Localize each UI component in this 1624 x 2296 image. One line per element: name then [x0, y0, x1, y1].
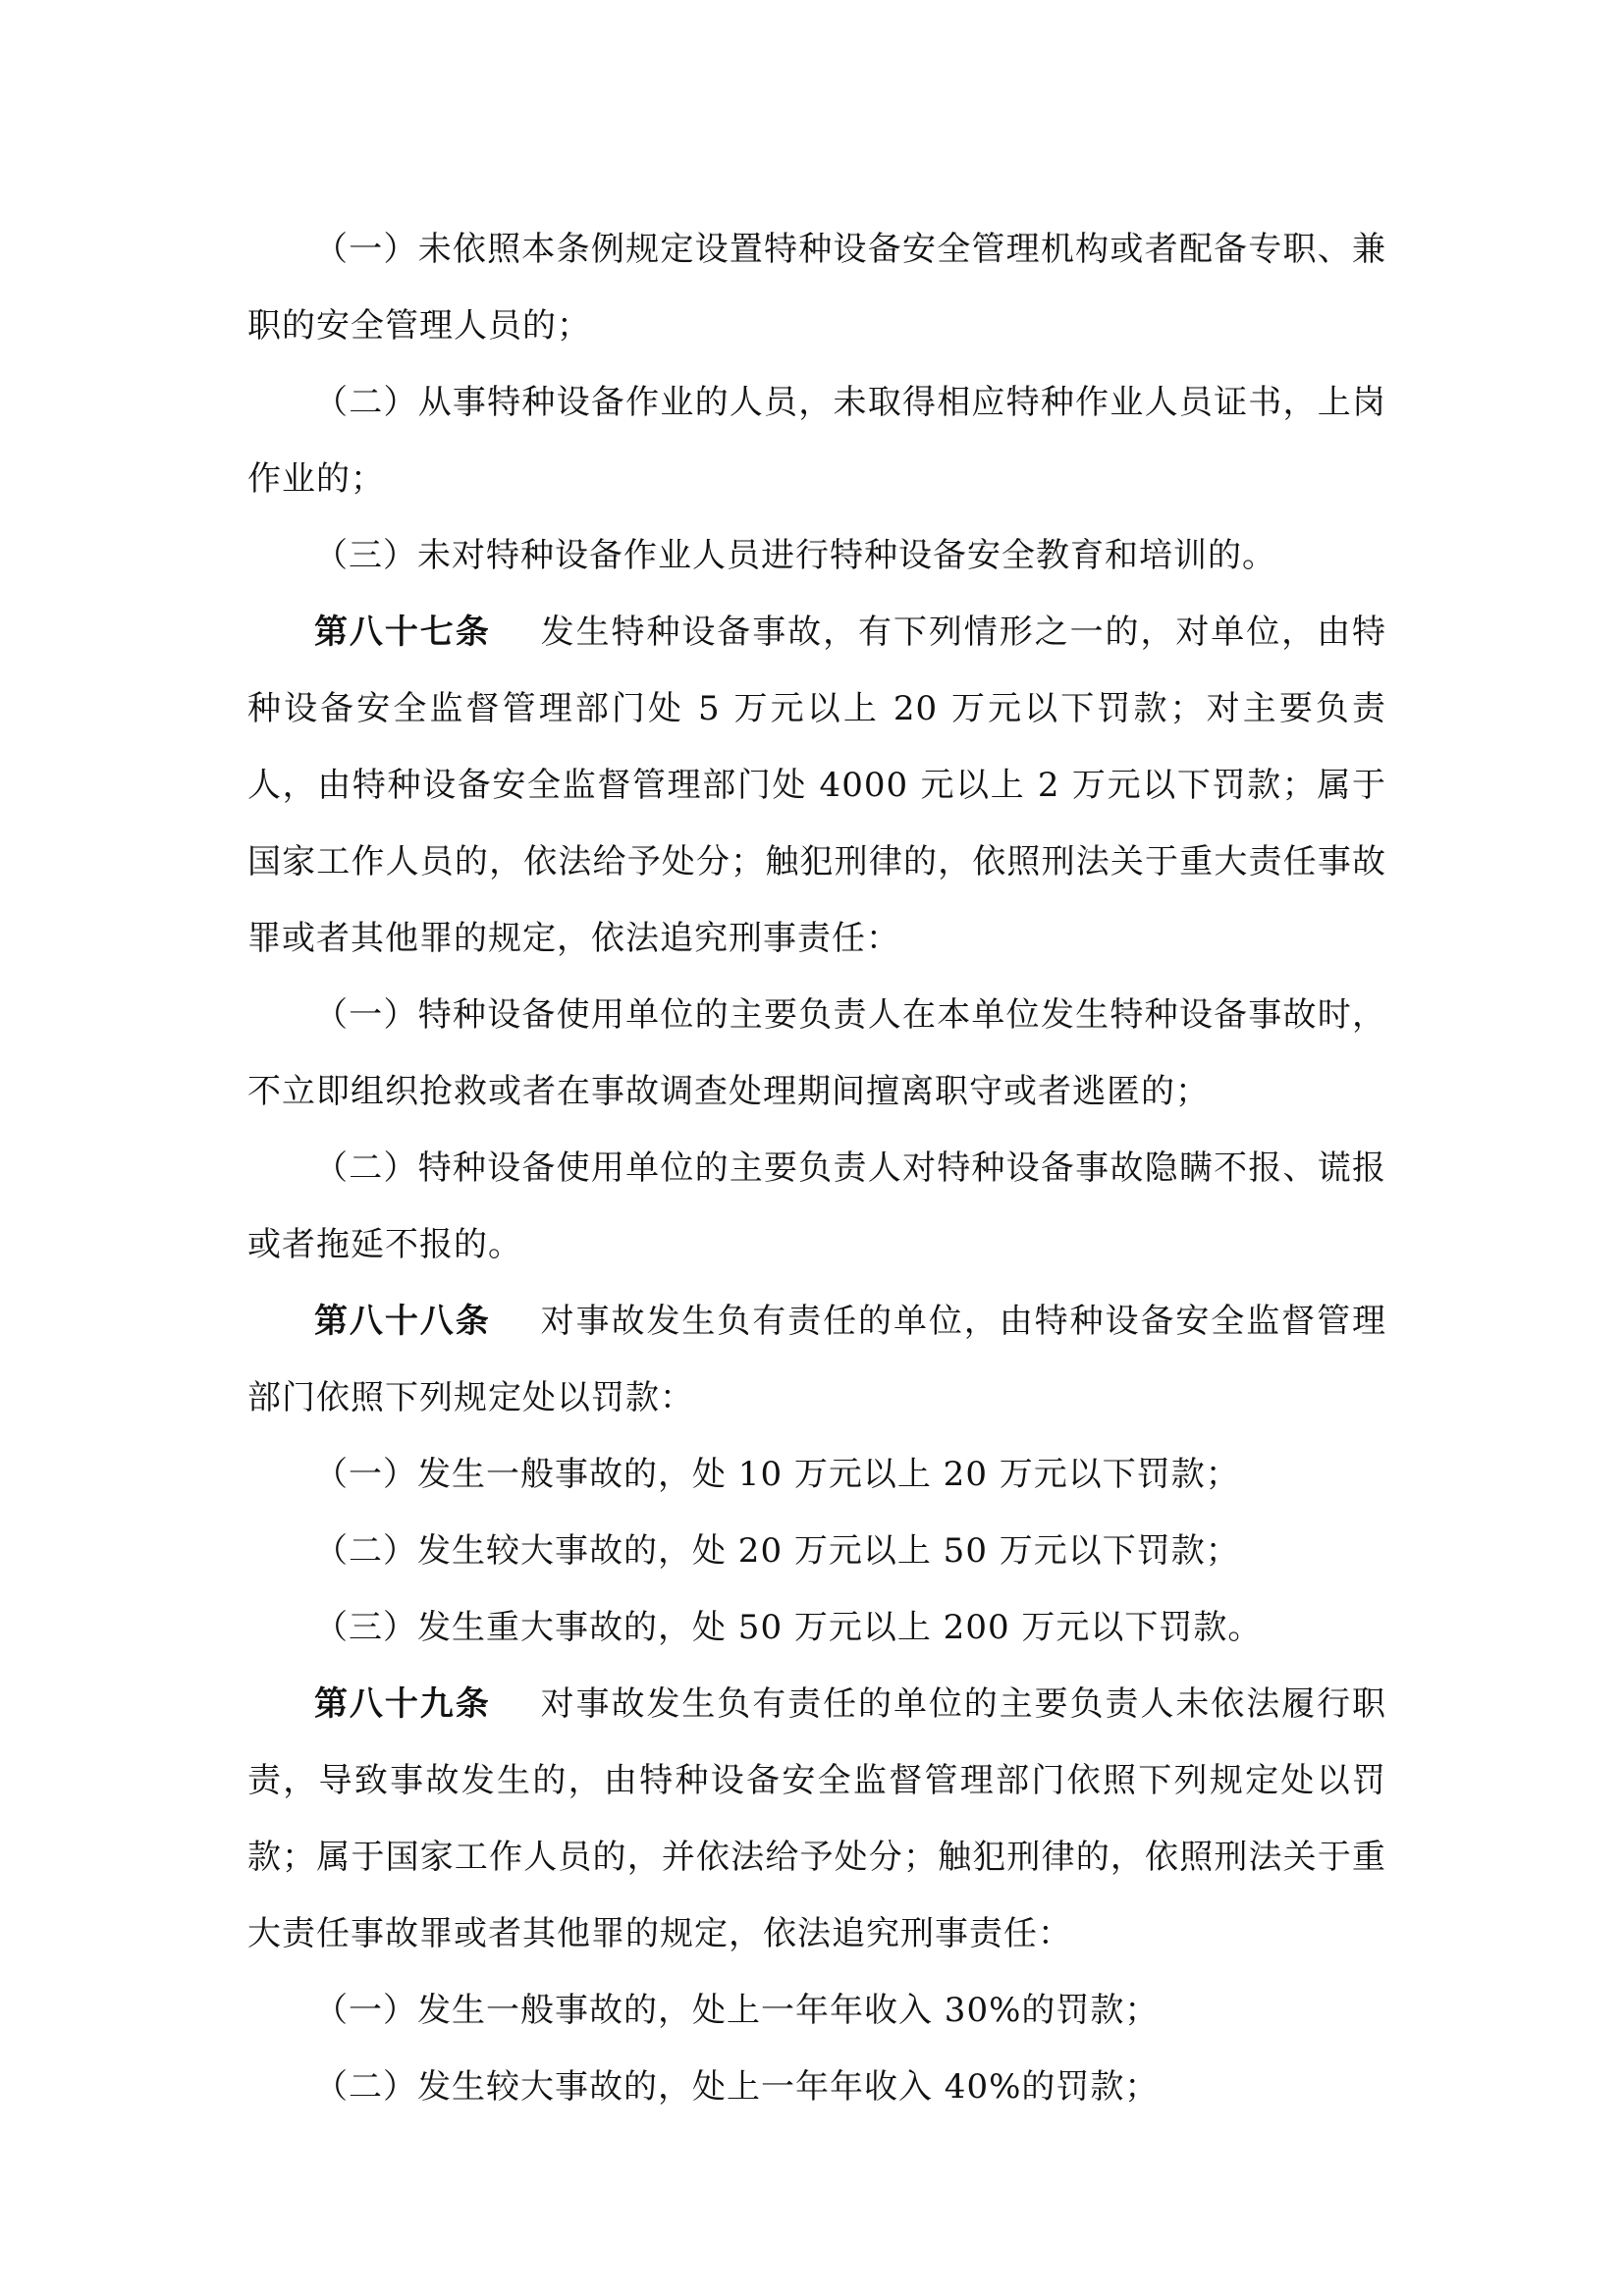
paragraph [247, 364, 1386, 517]
paragraph [247, 1972, 1386, 2049]
paragraph-text: 发生特种设备事故，有下列情形之一的，对单位，由特种设备安全监督管理部门处 5 万元以上 20 万元以下罚款；对主要负责人，由特种设备安全监督管理部门处 4000 元以上 2 万元以下罚款；属于国家工作人员的，依法给予处分；触犯刑律的，依照刑法关于重大责任事故罪或者其他罪的规定，依法追究刑事责任： [247, 613, 1387, 958]
paragraph [247, 1130, 1386, 1283]
paragraph-text: （一）未依照本条例规定设置特种设备安全管理机构或者配备专职、兼职的安全管理人员的； [247, 230, 1386, 346]
paragraph [247, 517, 1386, 594]
paragraph-text: （二）特种设备使用单位的主要负责人对特种设备事故隐瞒不报、谎报或者拖延不报的。 [247, 1148, 1386, 1264]
article-paragraph [247, 594, 1386, 977]
paragraph-text: （三）发生重大事故的，处 50 万元以上 200 万元以下罚款。 [314, 1608, 1263, 1647]
paragraph-text: （一）发生一般事故的，处 10 万元以上 20 万元以下罚款； [314, 1455, 1240, 1494]
paragraph-text: 对事故发生负有责任的单位，由特种设备安全监督管理部门依照下列规定处以罚款： [247, 1302, 1387, 1417]
article-number: 第八十八条 [314, 1302, 491, 1341]
paragraph-text: （二）发生较大事故的，处 20 万元以上 50 万元以下罚款； [314, 1531, 1240, 1571]
paragraph-text: 对事故发生负有责任的单位的主要负责人未依法履行职责，导致事故发生的，由特种设备安全监督管理部门依照下列规定处以罚款；属于国家工作人员的，并依法给予处分；触犯刑律的，依照刑法关于重大责任事故罪或者其他罪的规定，依法追究刑事责任： [247, 1684, 1387, 1953]
paragraph-text: （二）从事特种设备作业的人员，未取得相应特种作业人员证书，上岗作业的； [247, 383, 1386, 499]
paragraph [247, 1589, 1386, 1666]
paragraph [247, 1513, 1386, 1589]
paragraph [247, 1436, 1386, 1513]
article-number: 第八十七条 [314, 613, 491, 652]
document-page [247, 211, 1386, 2125]
paragraph-text: （一）特种设备使用单位的主要负责人在本单位发生特种设备事故时，不立即组织抢救或者在事故调查处理期间擅离职守或者逃匿的； [247, 995, 1386, 1111]
paragraph [247, 977, 1386, 1130]
paragraph-text: （二）发生较大事故的，处上一年年收入 40%的罚款； [314, 2067, 1160, 2107]
article-paragraph [247, 1283, 1386, 1436]
paragraph-text: （三）未对特种设备作业人员进行特种设备安全教育和培训的。 [314, 536, 1276, 575]
article-number: 第八十九条 [314, 1684, 491, 1724]
paragraph [247, 211, 1386, 364]
article-paragraph [247, 1666, 1386, 1972]
paragraph-text: （一）发生一般事故的，处上一年年收入 30%的罚款； [314, 1991, 1160, 2030]
paragraph [247, 2049, 1386, 2125]
